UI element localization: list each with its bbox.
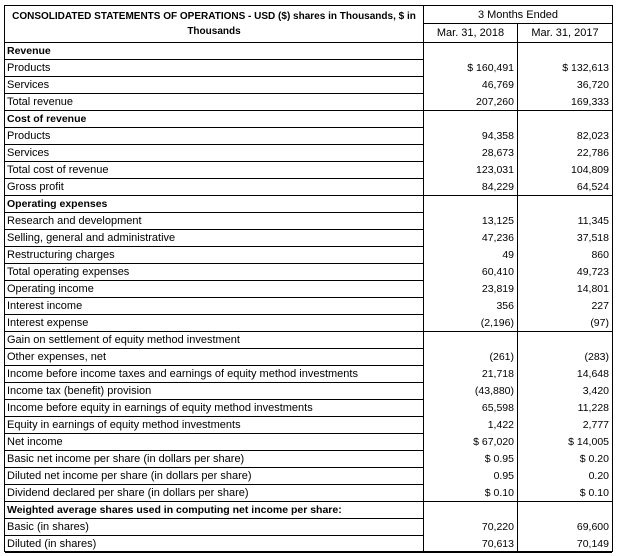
value-2018: (261) [424, 349, 518, 366]
table-row [5, 145, 612, 162]
value-2017: 11,228 [577, 402, 609, 414]
column-header-2018: Mar. 31, 2018 [424, 24, 518, 43]
value-2018: 123,031 [424, 162, 518, 179]
value-2017: 2,777 [582, 419, 609, 431]
table-row [5, 77, 612, 94]
table-row [5, 94, 612, 111]
row-label: Dividend declared per share (in dollars per share) [5, 485, 424, 502]
value-2018: 60,410 [424, 264, 518, 281]
value-2018: 84,229 [424, 179, 518, 196]
value-2018: $ 67,020 [424, 434, 518, 451]
table-row [5, 417, 612, 434]
value-2017: 104,809 [571, 164, 609, 176]
table-row [5, 332, 612, 349]
value-2018 [424, 502, 518, 519]
value-2017: $ 132,613 [562, 62, 609, 74]
value-2018: 94,358 [424, 128, 518, 145]
value-2018 [424, 111, 518, 128]
value-2017: 64,524 [518, 179, 612, 196]
value-2017: 0.20 [588, 470, 609, 482]
column-header-2017: Mar. 31, 2017 [518, 24, 612, 43]
value-2018: 49 [424, 247, 518, 264]
table-row [5, 179, 612, 196]
table-row [5, 519, 612, 536]
value-2017: 37,518 [576, 232, 609, 244]
value-2017: 49,723 [576, 266, 609, 278]
table-row [5, 451, 612, 468]
table-row [5, 162, 612, 179]
value-2017: $ 0.10 [518, 485, 612, 502]
value-2018: 65,598 [424, 400, 518, 417]
row-label: Total cost of revenue [5, 162, 424, 179]
value-2017: $ 0.20 [579, 453, 609, 465]
row-label: Income before income taxes and earnings of equity method investments [5, 366, 424, 383]
row-label: Restructuring charges [5, 247, 424, 264]
value-2017: 169,333 [518, 94, 612, 111]
row-label: Diluted (in shares) [5, 536, 424, 553]
table-row [5, 349, 612, 366]
row-label: Revenue [5, 43, 424, 60]
table-row [5, 485, 612, 502]
value-2017 [518, 43, 612, 60]
row-label: Research and development [5, 213, 424, 230]
table-row [5, 247, 612, 264]
table-row [5, 60, 612, 77]
table-row [5, 196, 612, 213]
table-row [5, 128, 612, 145]
row-label: Other expenses, net [5, 349, 424, 366]
row-label: Basic net income per share (in dollars per share) [5, 451, 424, 468]
table-row [5, 400, 612, 417]
table-row [5, 230, 612, 247]
value-2018: 23,819 [424, 281, 518, 298]
row-label: Products [5, 128, 424, 145]
value-2018: 28,673 [424, 145, 518, 162]
value-2017: 227 [591, 300, 609, 312]
value-2017 [518, 111, 612, 128]
row-label: Net income [5, 434, 424, 451]
value-2018: 70,220 [424, 519, 518, 536]
value-2018: 0.95 [424, 468, 518, 485]
table-row [5, 536, 612, 553]
table-row [5, 315, 612, 332]
row-label: Cost of revenue [5, 111, 424, 128]
table-row [5, 281, 612, 298]
value-2018: 1,422 [424, 417, 518, 434]
row-label: Total revenue [5, 94, 424, 111]
row-label: Income tax (benefit) provision [5, 383, 424, 400]
value-2018: (43,880) [424, 383, 518, 400]
value-2018: (2,196) [424, 315, 518, 332]
value-2018 [424, 43, 518, 60]
table-row [5, 468, 612, 485]
table-row [5, 298, 612, 315]
value-2018 [424, 196, 518, 213]
value-2017: (97) [518, 315, 612, 332]
row-label: Total operating expenses [5, 264, 424, 281]
row-label: Basic (in shares) [5, 519, 424, 536]
row-label: Services [5, 77, 424, 94]
value-2018: 21,718 [424, 366, 518, 383]
row-label: Interest income [5, 298, 424, 315]
value-2017: (283) [584, 351, 609, 363]
value-2017: 69,600 [576, 521, 609, 533]
row-label: Interest expense [5, 315, 424, 332]
financial-statement-table [4, 5, 613, 552]
value-2017: 860 [591, 249, 609, 261]
row-label: Equity in earnings of equity method investments [5, 417, 424, 434]
row-label: Services [5, 145, 424, 162]
value-2018: 70,613 [424, 536, 518, 553]
table-row [5, 502, 612, 519]
table-row [5, 366, 612, 383]
period-group-header: 3 Months Ended [424, 6, 612, 24]
value-2017: 36,720 [576, 79, 609, 91]
value-2017 [518, 332, 612, 349]
value-2017: 14,801 [576, 283, 609, 295]
row-label: Diluted net income per share (in dollars per share) [5, 468, 424, 485]
table-row [5, 43, 612, 60]
row-label: Income before equity in earnings of equity method investments [5, 400, 424, 417]
value-2017: 22,786 [576, 147, 609, 159]
row-label: Weighted average shares used in computing net income per share: [5, 502, 424, 519]
row-label: Gross profit [5, 179, 424, 196]
row-label: Selling, general and administrative [5, 230, 424, 247]
table-row [5, 264, 612, 281]
value-2017: 70,149 [518, 536, 612, 553]
table-row [5, 111, 612, 128]
value-2018: 356 [424, 298, 518, 315]
value-2018: $ 0.95 [424, 451, 518, 468]
value-2018: $ 0.10 [424, 485, 518, 502]
row-label: Gain on settlement of equity method investment [5, 332, 424, 349]
value-2017 [518, 196, 612, 213]
row-label: Operating expenses [5, 196, 424, 213]
value-2018: 46,769 [424, 77, 518, 94]
value-2017: 82,023 [576, 130, 609, 142]
value-2018: 207,260 [424, 94, 518, 111]
table-row [5, 434, 612, 451]
value-2017 [518, 502, 612, 519]
statement-title: CONSOLIDATED STATEMENTS OF OPERATIONS - USD ($) shares in Thousands, $ in Thousands [5, 6, 424, 43]
value-2017: $ 14,005 [568, 436, 609, 448]
value-2018 [424, 332, 518, 349]
value-2017: 14,648 [576, 368, 609, 380]
row-label: Products [5, 60, 424, 77]
row-label: Operating income [5, 281, 424, 298]
value-2018: $ 160,491 [424, 60, 518, 77]
table-row [5, 383, 612, 400]
value-2018: 47,236 [424, 230, 518, 247]
value-2017: 3,420 [582, 385, 609, 397]
value-2018: 13,125 [424, 213, 518, 230]
table-row [5, 213, 612, 230]
value-2017: 11,345 [577, 215, 609, 227]
